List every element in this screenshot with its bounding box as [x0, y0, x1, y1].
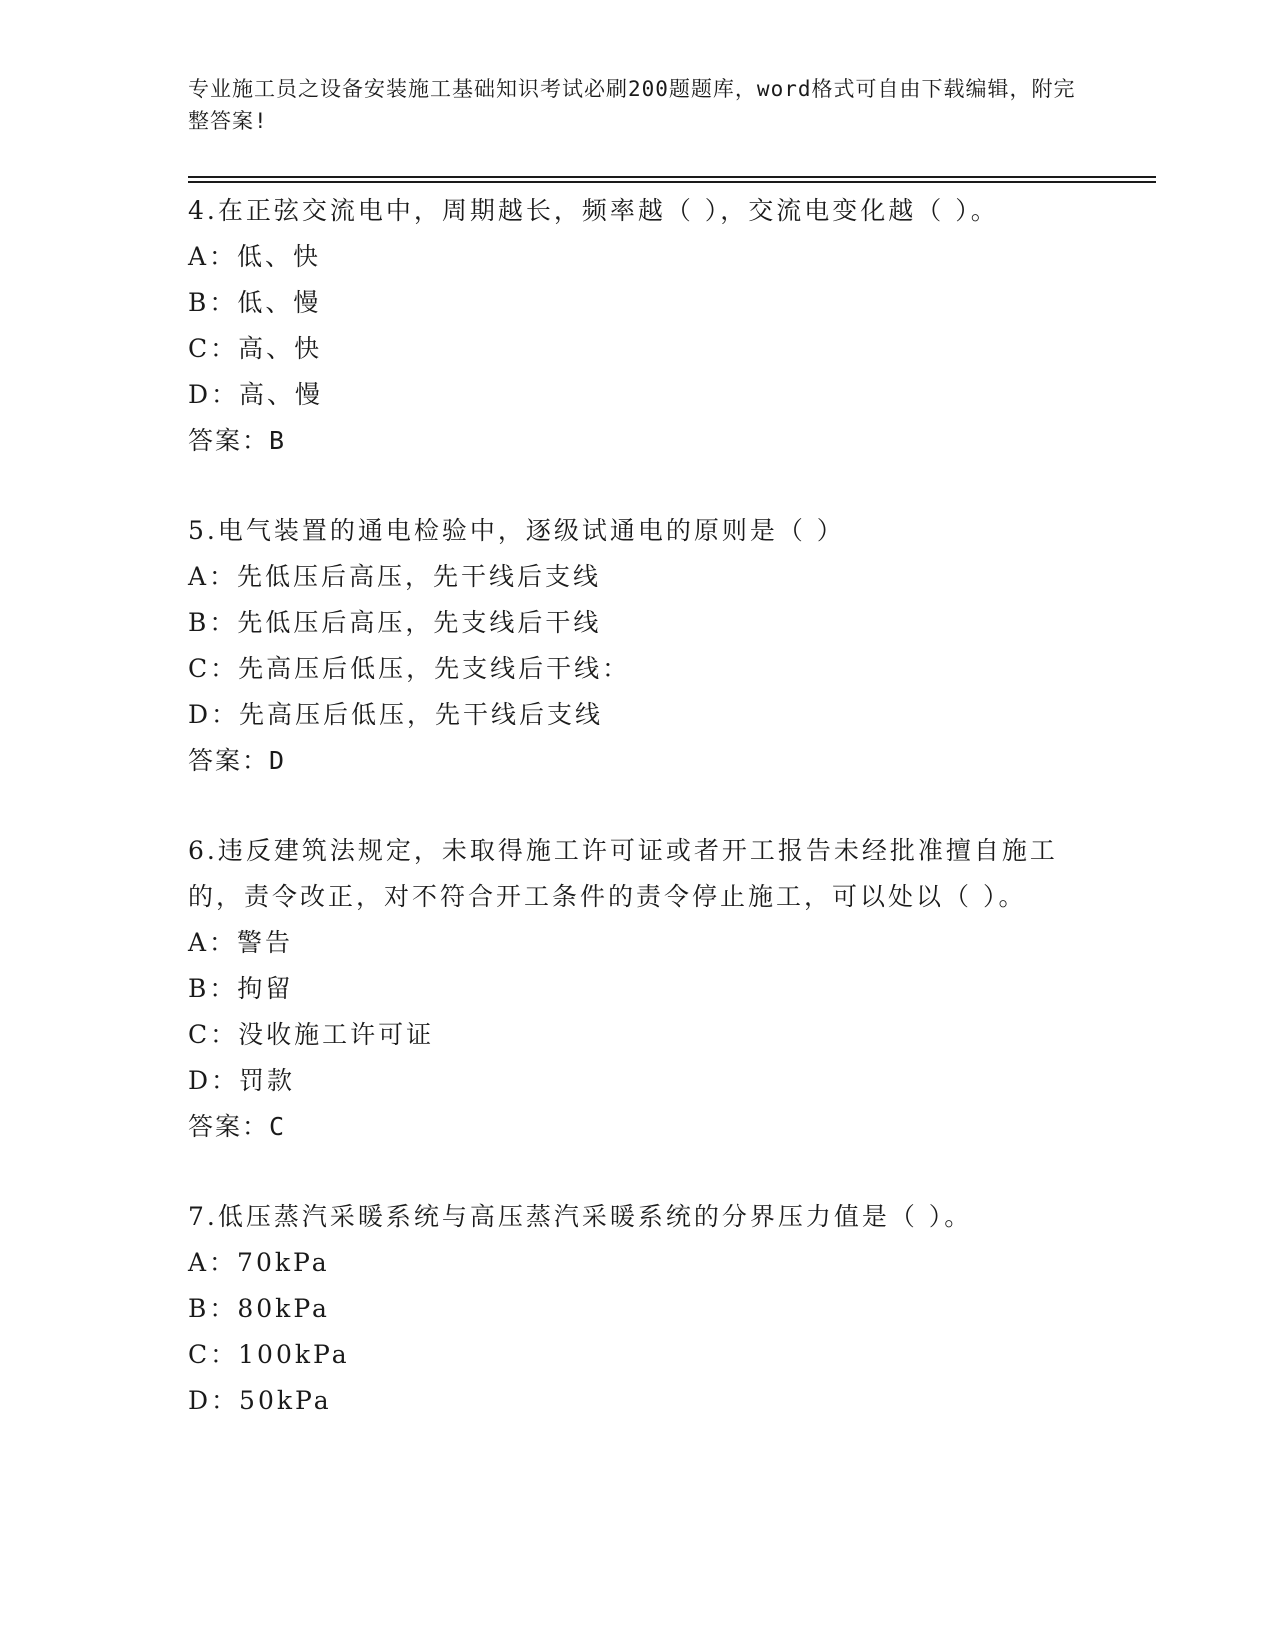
option-b: B：先低压后高压，先支线后干线 — [188, 608, 602, 637]
question-6 — [188, 828, 1088, 1150]
option-a: A：警告 — [188, 928, 294, 957]
question-stem: 5.电气装置的通电检验中，逐级试通电的原则是（ ） — [188, 516, 845, 545]
answer-label: 答案：B — [188, 426, 287, 455]
option-d: D：罚款 — [188, 1066, 296, 1095]
header-divider-bottom — [188, 181, 1156, 183]
question-5 — [188, 508, 1088, 784]
question-stem: 7.低压蒸汽采暖系统与高压蒸汽采暖系统的分界压力值是（ ）。 — [188, 1202, 973, 1231]
option-d: D：先高压后低压，先干线后支线 — [188, 700, 604, 729]
answer-label: 答案：C — [188, 1112, 287, 1141]
option-b: B：拘留 — [188, 974, 294, 1003]
option-c: C：没收施工许可证 — [188, 1020, 435, 1049]
header-divider-top — [188, 176, 1156, 178]
option-a: A：低、快 — [188, 242, 322, 271]
answer-label: 答案：D — [188, 746, 287, 775]
option-d: D：50kPa — [188, 1386, 332, 1415]
document-header: 专业施工员之设备安装施工基础知识考试必刷200题题库，word格式可自由下载编辑，附完整答案! — [188, 77, 1076, 133]
question-stem: 4.在正弦交流电中，周期越长，频率越（ ），交流电变化越（ ）。 — [188, 196, 999, 225]
question-stem: 6.违反建筑法规定，未取得施工许可证或者开工报告未经批准擅自施工的，责令改正，对不符合开工条件的责令停止施工，可以处以（ ）。 — [188, 836, 1058, 911]
option-a: A：70kPa — [188, 1248, 330, 1277]
option-b: B：80kPa — [188, 1294, 330, 1323]
option-c: C：100kPa — [188, 1340, 350, 1369]
option-d: D：高、慢 — [188, 380, 324, 409]
option-c: C：高、快 — [188, 334, 323, 363]
question-4 — [188, 188, 1088, 464]
option-a: A：先低压后高压，先干线后支线 — [188, 562, 602, 591]
option-b: B：低、慢 — [188, 288, 322, 317]
question-7 — [188, 1194, 1088, 1424]
option-c: C：先高压后低压，先支线后干线： — [188, 654, 631, 683]
question-list — [188, 188, 1088, 1424]
